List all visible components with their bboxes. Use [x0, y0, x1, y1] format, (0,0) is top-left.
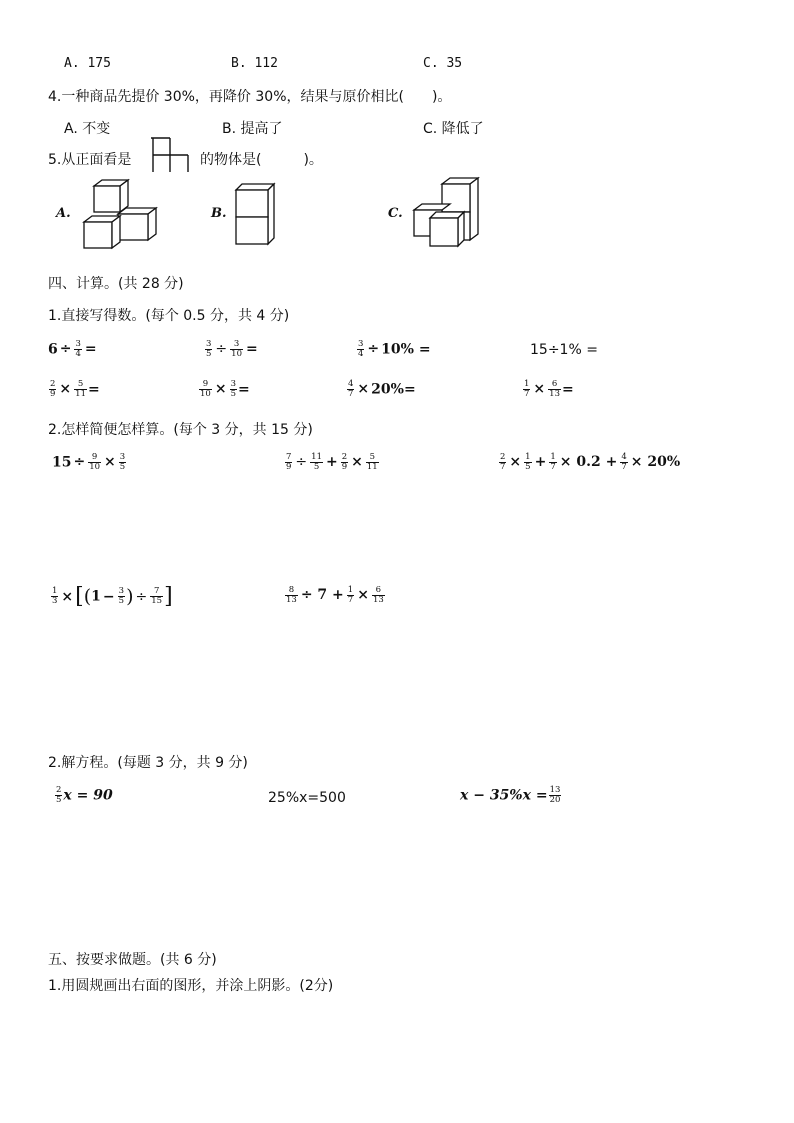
simplify-expr-4: $\frac{1}{3}$ ×[(1 − $\frac{3}{5}$ ) ÷ $\frac{7}{15}$ ]: [52, 584, 173, 609]
equation-1: $\frac{2}{5}$ x = 90: [56, 785, 113, 805]
equation-2: 25%x=500: [268, 790, 346, 806]
q4-option-c: C. 降低了: [423, 121, 484, 137]
q3-option-b: B. 112: [231, 56, 278, 71]
q5-option-a-label: A.: [56, 206, 71, 221]
q3-option-a: A. 175: [64, 56, 111, 71]
equation-3: x − 35%x = $\frac{13}{20}$: [460, 785, 561, 805]
calc-item-1: 6 ÷ $\frac{3}{4}$ =: [48, 339, 97, 359]
q5-stem-before: 5.从正面看是: [48, 152, 132, 168]
q4-option-b: B. 提高了: [222, 121, 283, 137]
q3-option-c: C. 35: [423, 56, 463, 71]
part2-title: 2.怎样简便怎样算。(每个 3 分，共 15 分): [48, 422, 313, 438]
q4-stem: 4.一种商品先提价 30%，再降价 30%，结果与原价相比( )。: [48, 89, 452, 105]
section5-title: 五、按要求做题。(共 6 分): [48, 952, 217, 968]
q5-option-b-label: B.: [211, 206, 227, 221]
simplify-expr-5: $\frac{8}{13}$ ÷ 7 + $\frac{1}{7}$ × $\frac{6}{13}$: [286, 585, 384, 605]
part1-title: 1.直接写得数。(每个 0.5 分，共 4 分): [48, 308, 290, 324]
section4-title: 四、计算。(共 28 分): [48, 276, 184, 292]
calc-item-8: $\frac{1}{7}$ × $\frac{6}{13}$ =: [524, 379, 574, 399]
simplify-expr-2: $\frac{7}{9}$ ÷ $\frac{11}{5}$ + $\frac{2}{9}$ × $\frac{5}{11}$: [286, 452, 378, 472]
front-view-figure: [148, 136, 192, 176]
cube-stack-c-figure: [410, 174, 484, 250]
calc-item-6: $\frac{9}{10}$ × $\frac{3}{5}$ =: [200, 379, 250, 399]
cube-stack-b-figure: [234, 182, 278, 246]
q5-option-c-label: C.: [388, 206, 403, 221]
calc-item-4: 15÷1% =: [530, 342, 598, 358]
q4-option-a: A. 不变: [64, 121, 111, 137]
simplify-expr-3: $\frac{2}{7}$ × $\frac{1}{5}$ + $\frac{1}{7}$ × 0.2 + $\frac{4}{7}$ × 20%: [500, 452, 681, 472]
q5-stem-after: 的物体是( )。: [200, 152, 323, 168]
cube-stack-a-figure: [80, 178, 162, 248]
calc-item-2: $\frac{3}{5}$ ÷ $\frac{3}{10}$ =: [206, 339, 258, 359]
part3-title: 2.解方程。(每题 3 分，共 9 分): [48, 755, 248, 771]
calc-item-7: $\frac{4}{7}$ × 20%=: [348, 379, 416, 399]
calc-item-5: $\frac{2}{9}$ × $\frac{5}{11}$ =: [50, 379, 100, 399]
calc-item-3: $\frac{3}{4}$ ÷ 10% =: [358, 339, 431, 359]
simplify-expr-1: 15 ÷ $\frac{9}{10}$ × $\frac{3}{5}$: [52, 452, 126, 472]
section5-q1: 1.用圆规画出右面的图形，并涂上阴影。(2分): [48, 978, 334, 994]
